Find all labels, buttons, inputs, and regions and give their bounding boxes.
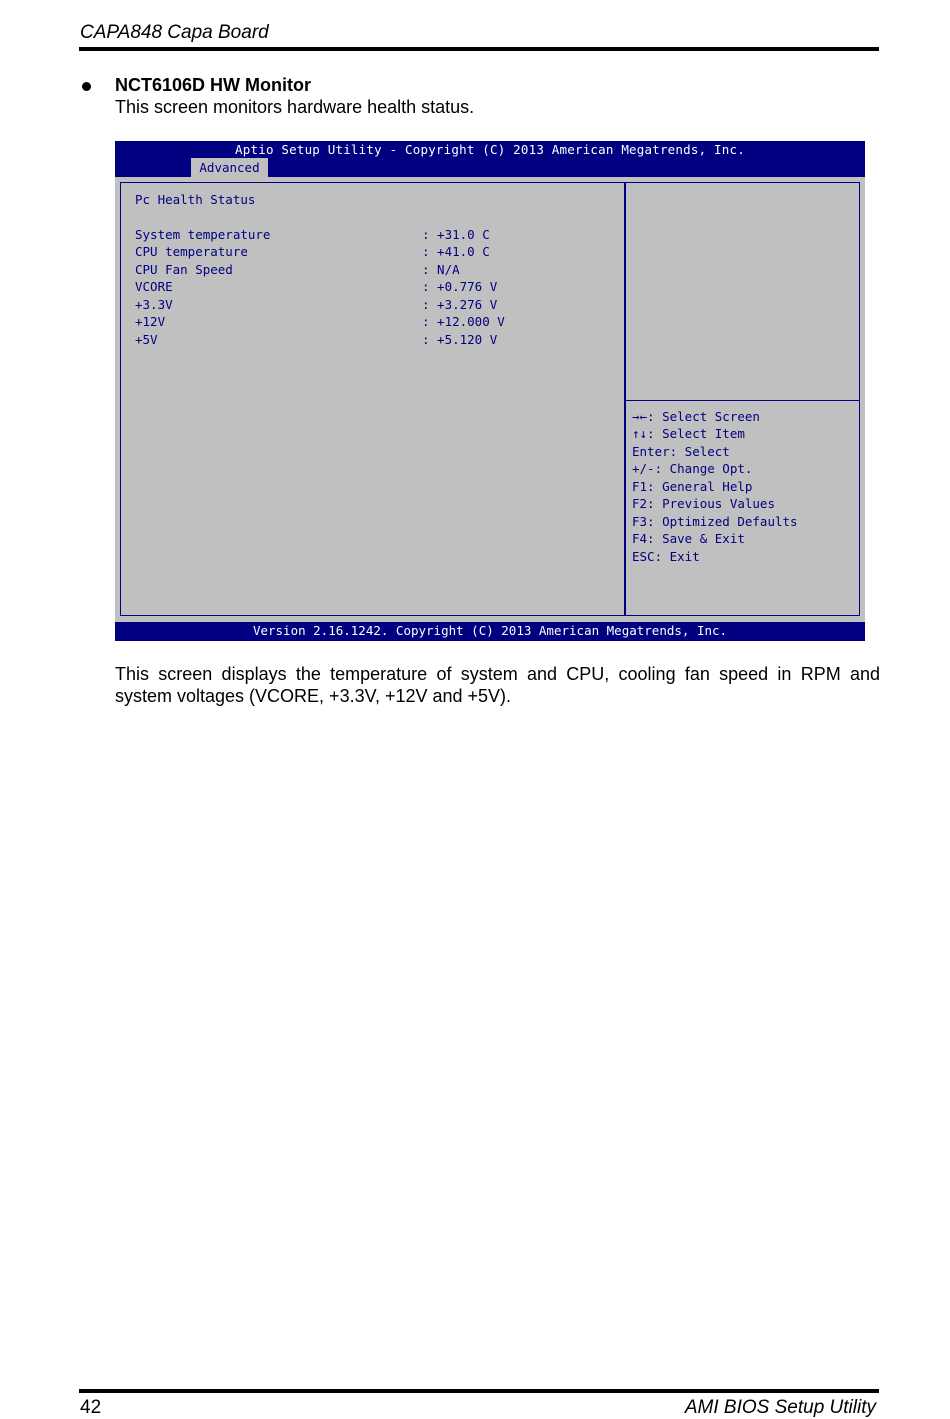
footer-divider — [79, 1389, 879, 1393]
help-previous-values: F2: Previous Values — [632, 496, 775, 511]
help-select-item: ↑↓: Select Item — [632, 426, 745, 441]
vcore-row — [135, 279, 615, 296]
row-value: : N/A — [422, 262, 460, 277]
row-value: : +0.776 V — [422, 279, 498, 294]
row-value: : +3.276 V — [422, 297, 498, 312]
cpu-fan-speed-row — [135, 262, 615, 279]
help-enter-select: Enter: Select — [632, 444, 730, 459]
cpu-temperature-row — [135, 244, 615, 261]
help-esc-exit: ESC: Exit — [632, 549, 700, 564]
bullet-icon — [82, 82, 91, 91]
voltage-3v3-row — [135, 297, 615, 314]
help-select-screen: →←: Select Screen — [632, 409, 760, 424]
help-divider — [626, 400, 859, 401]
system-temperature-row — [135, 227, 615, 244]
voltage-12v-row — [135, 314, 615, 331]
help-save-exit: F4: Save & Exit — [632, 531, 745, 546]
document-header-title: CAPA848 Capa Board — [80, 22, 269, 43]
row-value: : +41.0 C — [422, 244, 490, 259]
bios-version: Version 2.16.1242. Copyright (C) 2013 American Megatrends, Inc. — [252, 623, 728, 638]
help-optimized-defaults: F3: Optimized Defaults — [632, 514, 798, 529]
help-change-opt: +/-: Change Opt. — [632, 461, 753, 476]
row-label: +5V — [135, 332, 158, 347]
row-label: CPU Fan Speed — [135, 262, 233, 277]
help-general-help: F1: General Help — [632, 479, 753, 494]
row-value: : +31.0 C — [422, 227, 490, 242]
voltage-5v-row — [135, 332, 615, 349]
bios-title: Aptio Setup Utility - Copyright (C) 2013 American Megatrends, Inc. — [235, 142, 745, 157]
row-label: +3.3V — [135, 297, 173, 312]
bios-main-panel — [120, 182, 625, 616]
bios-screenshot — [115, 141, 865, 641]
description-paragraph: This screen displays the temperature of system and CPU, cooling fan speed in RPM and system voltages (VCORE, +3.3V, +12V and +5V). — [115, 664, 880, 706]
section-heading: NCT6106D HW Monitor — [115, 75, 312, 95]
page-number: 42 — [80, 1397, 102, 1418]
row-label: System temperature — [135, 227, 271, 242]
row-value: : +12.000 V — [422, 314, 505, 329]
row-label: VCORE — [135, 279, 173, 294]
row-value: : +5.120 V — [422, 332, 498, 347]
bios-help-panel — [625, 182, 860, 616]
tab-advanced[interactable]: Advanced — [191, 158, 268, 177]
header-divider — [79, 47, 879, 51]
bios-status-bar — [115, 622, 865, 641]
bios-title-bar — [115, 141, 865, 177]
section-intro: This screen monitors hardware health status. — [115, 97, 475, 117]
row-label: +12V — [135, 314, 166, 329]
row-label: CPU temperature — [135, 244, 248, 259]
pc-health-status-title: Pc Health Status — [135, 192, 256, 207]
footer-title: AMI BIOS Setup Utility — [684, 1397, 876, 1418]
